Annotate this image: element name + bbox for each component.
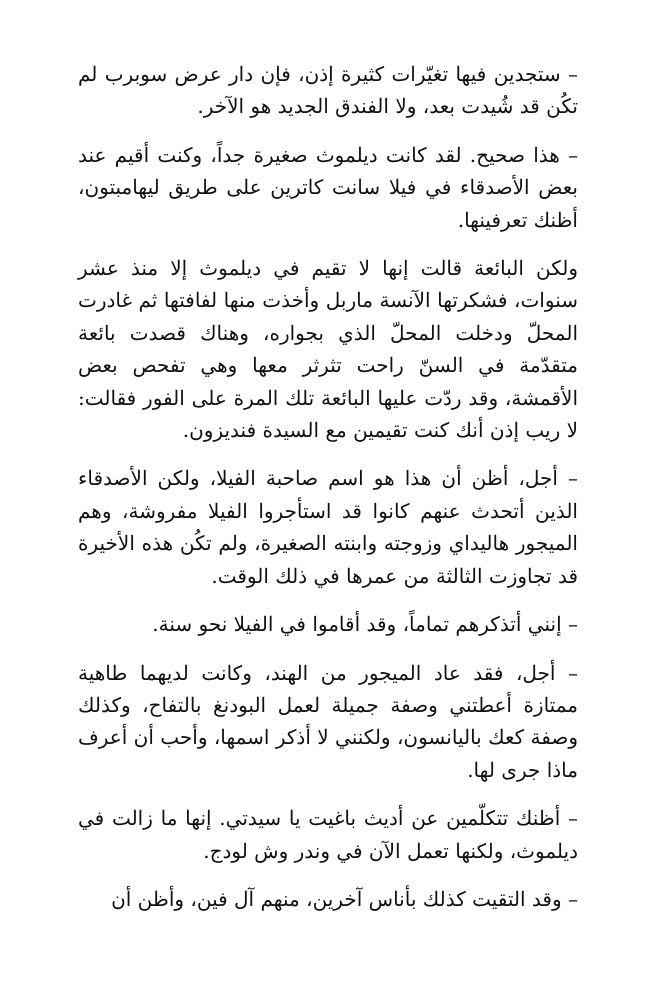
- paragraph: – هذا صحيح. لقد كانت ديلموث صغيرة جداً، وكنت أقيم عند بعض الأصدقاء في فيلا سانت كاترين على طريق ليهامبتون، أظنك تعرفينها.: [78, 142, 578, 232]
- paragraph: – إنني أتذكرهم تماماً، وقد أقاموا في الفيلا نحو سنة.: [152, 612, 578, 637]
- paragraph: ولكن البائعة قالت إنها لا تقيم في ديلموث إلا منذ عشر سنوات، فشكرتها الآنسة ماربل وأخذت منها لفافتها ثم غادرت المحلّ ودخلت المحلّ الذي بجواره، وهناك قصدت بائعة متقدّمة في السنّ راحت تثرثر معها وهي تفحص بعض الأقمشة، وقد ردّت عليها البائعة تلك المرة على الفور فقالت: لا ريب إذن أنك كنت تقيمين مع السيدة فنديزون.: [78, 256, 578, 443]
- paragraph: – ستجدين فيها تغيّرات كثيرة إذن، فإن دار عرض سوبرب لم تكُن قد شُيدت بعد، ولا الفندق الجديد هو الآخر.: [78, 62, 578, 119]
- paragraph: – أظنك تتكلّمين عن أديث باغيت يا سيدتي. إنها ما زالت في ديلموث، ولكنها تعمل الآن في وندر وش لودج.: [78, 806, 578, 863]
- paragraph: – أجل، أظن أن هذا هو اسم صاحبة الفيلا، ولكن الأصدقاء الذين أتحدث عنهم كانوا قد استأجروا الفيلا مفروشة، وهم الميجور هاليداي وزوجته وابنته الصغيرة، ولم تكُن هذه الأخيرة قد تجاوزت الثالثة من عمرها في ذلك الوقت.: [78, 466, 578, 588]
- document-page: [78, 58, 578, 931]
- paragraph: – وقد التقيت كذلك بأناس آخرين، منهم آل فين، وأظن أن: [111, 886, 578, 911]
- paragraph: – أجل، فقد عاد الميجور من الهند، وكانت لديهما طاهية ممتازة أعطتني وصفة جميلة لعمل البودنغ بالتفاح، وكذلك وصفة كعك باليانسون، ولكنني لا أذكر اسمها، وأحب أن أعرف ماذا جرى لها.: [78, 660, 578, 782]
